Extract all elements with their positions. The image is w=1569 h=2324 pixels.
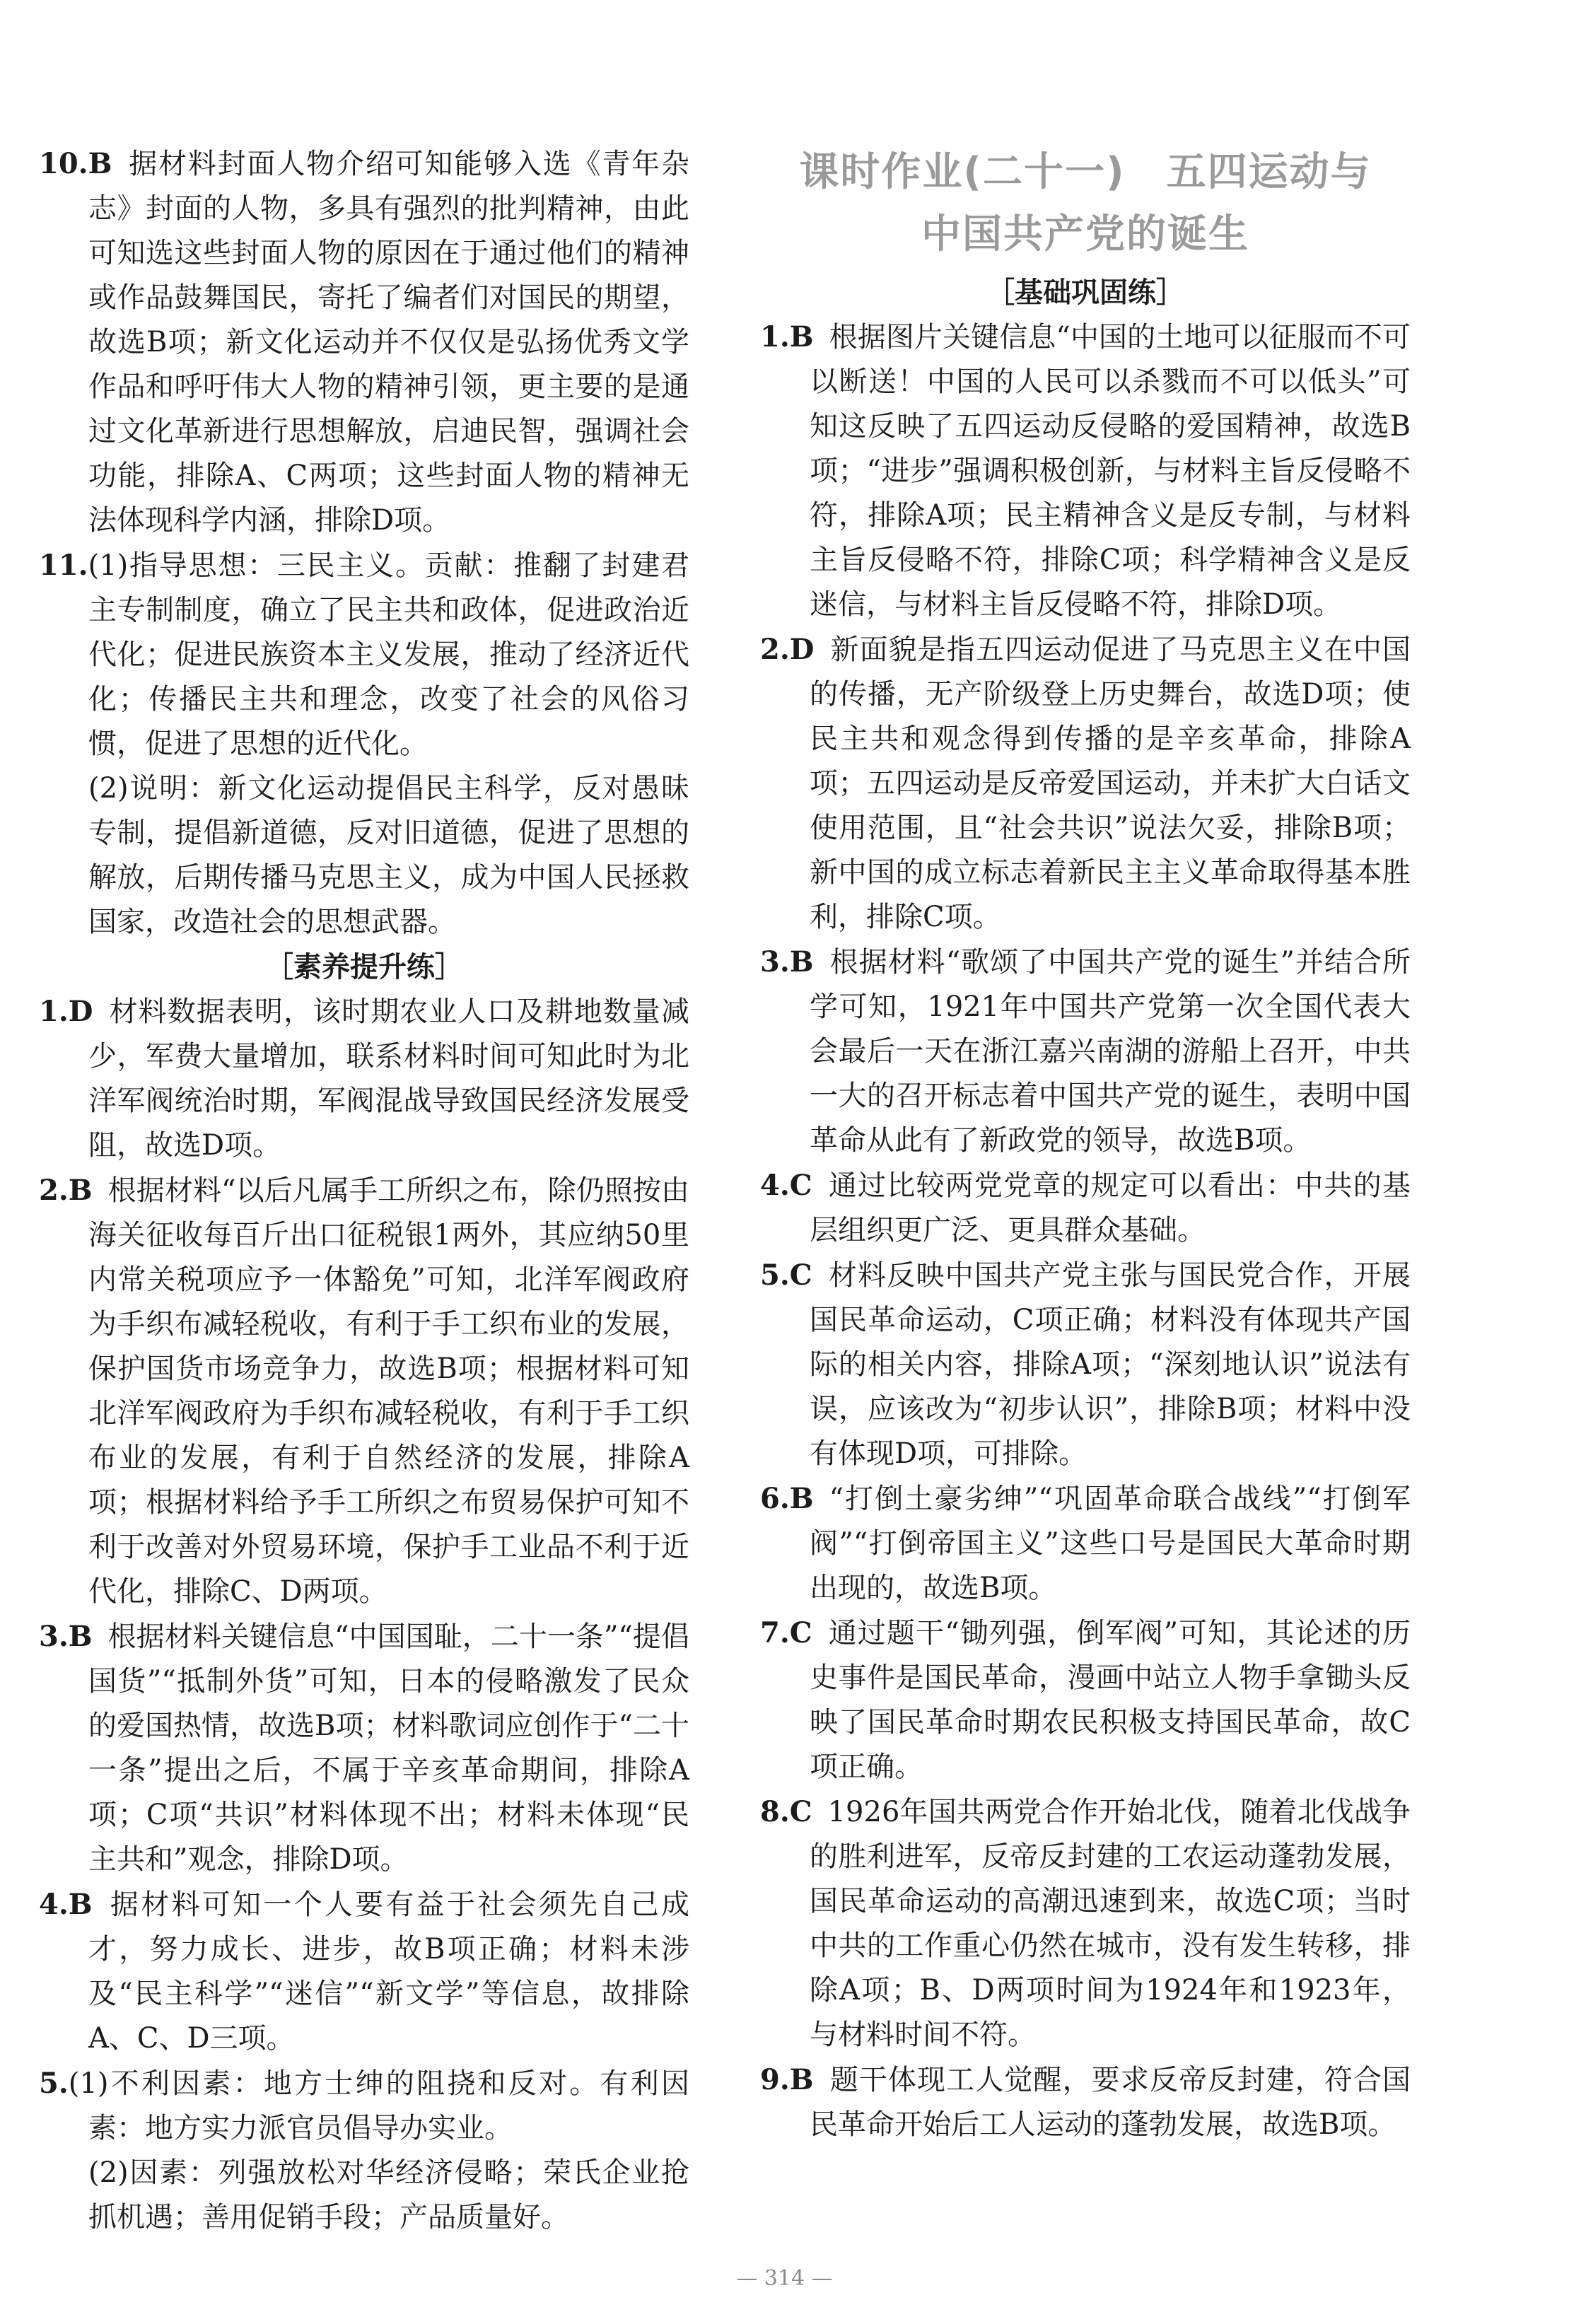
left-column <box>39 141 689 2240</box>
answer-item <box>760 1611 1411 1789</box>
answer-letter: B <box>88 147 112 180</box>
answer-item <box>760 1789 1411 2057</box>
item-number: 10. <box>39 147 88 180</box>
explanation-text: 据材料可知一个人要有益于社会须先自己成才，努力成长、进步，故B项正确；材料未涉及“民主科学”“迷信”“新文学”等信息，故排除A、C、D三项。 <box>88 1888 689 2055</box>
item-number: 5. <box>39 2067 69 2100</box>
explanation-text: “打倒土豪劣绅”“巩固革命联合战线”“打倒军阀”“打倒帝国主义”这些口号是国民大革命时期出现的，故选B项。 <box>810 1483 1411 1604</box>
explanation-text: 根据图片关键信息“中国的土地可以征服而不可以断送！中国的人民可以杀戮而不可以低头”可知这反映了五四运动反侵略的爱国精神，故选B项；“进步”强调积极创新，与材料主旨反侵略不符，排除A项；民主精神含义是反专制，与材料主旨反侵略不符，排除C项；科学精神含义是反迷信，与材料主旨反侵略不符，排除D项。 <box>810 321 1411 621</box>
item-number: 2. <box>39 1174 69 1207</box>
lesson-title <box>760 141 1411 266</box>
item-number: 2. <box>760 633 790 666</box>
answer-letter: B <box>789 945 814 979</box>
explanation-text: (1)不利因素：地方士绅的阻挠和反对。有利因素：地方实力派官员倡导办实业。 <box>68 2067 689 2144</box>
item-number: 4. <box>39 1888 69 1921</box>
item-number: 5. <box>760 1259 790 1292</box>
explanation-text: 据材料封面人物介绍可知能够入选《青年杂志》封面的人物，多具有强烈的批判精神，由此可知选这些封面人物的原因在于通过他们的精神或作品鼓舞国民，寄托了编者们对国民的期望，故选B项；新文化运动并不仅仅是弘扬优秀文学作品和呼吁伟大人物的精神引领，更主要的是通过文化革新进行思想解放，启迪民智，强调社会功能，排除A、C两项；这些封面人物的精神无法体现科学内涵，排除D项。 <box>88 148 689 537</box>
explanation-text: 通过题干“锄列强，倒军阀”可知，其论述的历史事件是国民革命，漫画中站立人物手拿锄头反映了国民革命时期农民积极支持国民革命，故C项正确。 <box>810 1617 1411 1783</box>
answer-letter: D <box>68 995 93 1028</box>
explanation-text: 根据材料“以后凡属手工所织之布，除仍照按由海关征收每百斤出口征税银1两外，其应纳50里内常关税项应予一体豁免”可知，北洋军阀政府为手织布减轻税收，有利于手工织布业的发展，保护国货市场竞争力，故选B项；根据材料可知北洋军阀政府为手织布减轻税收，有利于手工织布业的发展，有利于自然经济的发展，排除A项；根据材料给予手工所织之布贸易保护可知不利于改善对外贸易环境，保护手工业品不利于近代化，排除C、D两项。 <box>88 1174 689 1608</box>
item-number: 1. <box>760 320 790 354</box>
answer-item <box>39 1168 689 1614</box>
explanation-text: 新面貌是指五四运动促进了马克思主义在中国的传播，无产阶级登上历史舞台，故选D项；使民主共和观念得到传播的是辛亥革命，排除A项；五四运动是反帝爱国运动，并未扩大白话文使用范围，且“社会共识”说法欠妥，排除B项；新中国的成立标志着新民主主义革命取得基本胜利，排除C项。 <box>810 633 1411 933</box>
answer-letter: C <box>789 1259 812 1292</box>
answer-item-11 <box>39 543 689 766</box>
answer-letter: B <box>68 1620 93 1653</box>
answer-item <box>39 1882 689 2061</box>
lesson-title-line1: 课时作业(二十一) 五四运动与 <box>799 149 1372 195</box>
item-number: 4. <box>760 1169 790 1202</box>
answer-item <box>39 1614 689 1882</box>
item-number: 6. <box>760 1482 790 1515</box>
answer-item-11-part2: (2)说明：新文化运动提倡民主科学，反对愚昧专制，提倡新道德，反对旧道德，促进了思想的解放，后期传播马克思主义，成为中国人民拯救国家，改造社会的思想武器。 <box>88 772 689 938</box>
item-number: 1. <box>39 995 69 1028</box>
explanation-text: 通过比较两党党章的规定可以看出：中共的基层组织更广泛、更具群众基础。 <box>810 1169 1411 1246</box>
item-number: 7. <box>760 1616 790 1649</box>
answer-letter: C <box>789 1169 812 1202</box>
answer-letter: B <box>789 2063 814 2096</box>
item-number: 8. <box>760 1795 790 1828</box>
item-number: 3. <box>39 1620 69 1653</box>
answer-item <box>760 627 1411 940</box>
answer-item <box>760 1163 1411 1253</box>
section-heading-basic: ［基础巩固练］ <box>986 276 1184 309</box>
answer-item <box>760 1476 1411 1611</box>
answer-letter: C <box>789 1795 812 1828</box>
answer-item <box>39 989 689 1168</box>
explanation-text: 题干体现工人觉醒，要求反帝反封建，符合国民革命开始后工人运动的蓬勃发展，故选B项。 <box>810 2064 1411 2141</box>
section-heading-literacy: ［素养提升练］ <box>265 950 463 983</box>
answer-letter: B <box>68 1888 93 1921</box>
item-number: 3. <box>760 945 790 979</box>
answer-letter: B <box>789 320 814 354</box>
item-number: 9. <box>760 2063 790 2096</box>
answer-item <box>760 315 1411 627</box>
explanation-text: (1)指导思想：三民主义。贡献：推翻了封建君主专制制度，确立了民主共和政体，促进政治近代化；促进民族资本主义发展，推动了经济近代化；传播民主共和理念，改变了社会的风俗习惯，促进了思想的近代化。 <box>88 549 689 760</box>
answer-item <box>39 2061 689 2151</box>
answer-item <box>760 1253 1411 1476</box>
answer-item <box>760 940 1411 1163</box>
right-column <box>760 141 1411 2147</box>
answer-letter: D <box>789 633 815 666</box>
lesson-title-line2: 中国共产党的诞生 <box>921 211 1249 257</box>
explanation-text: 根据材料关键信息“中国国耻，二十一条”“提倡国货”“抵制外货”可知，日本的侵略激发了民众的爱国热情，故选B项；材料歌词应创作于“二十一条”提出之后，不属于辛亥革命期间，排除A项；C项“共识”材料体现不出；材料未体现“民主共和”观念，排除D项。 <box>88 1621 689 1876</box>
answer-letter: B <box>68 1174 93 1207</box>
answer-item-5-part2: (2)因素：列强放松对华经济侵略；荣氏企业抢抓机遇；善用促销手段；产品质量好。 <box>88 2156 689 2234</box>
explanation-text: 材料数据表明，该时期农业人口及耕地数量减少，军费大量增加，联系材料时间可知此时为北洋军阀统治时期，军阀混战导致国民经济发展受阻，故选D项。 <box>88 995 689 1162</box>
explanation-text: 材料反映中国共产党主张与国民党合作，开展国民革命运动，C项正确；材料没有体现共产国际的相关内容，排除A项；“深刻地认识”说法有误，应该改为“初步认识”，排除B项；材料中没有体现D项，可排除。 <box>810 1259 1411 1470</box>
answer-item <box>760 2057 1411 2147</box>
explanation-text: 1926年国共两党合作开始北伐，随着北伐战争的胜利进军，反帝反封建的工农运动蓬勃发展，国民革命运动的高潮迅速到来，故选C项；当时中共的工作重心仍然在城市，没有发生转移，排除A项；B、D两项时间为1924年和1923年，与材料时间不符。 <box>810 1796 1411 2051</box>
page-number: — 314 — <box>736 2266 833 2291</box>
explanation-text: 根据材料“歌颂了中国共产党的诞生”并结合所学可知，1921年中国共产党第一次全国代表大会最后一天在浙江嘉兴南湖的游船上召开，中共一大的召开标志着中国共产党的诞生，表明中国革命从此有了新政党的领导，故选B项。 <box>810 946 1411 1157</box>
answer-letter: B <box>789 1482 814 1515</box>
answer-item-10 <box>39 141 689 543</box>
item-number: 11. <box>39 549 88 582</box>
answer-letter: C <box>789 1616 812 1649</box>
